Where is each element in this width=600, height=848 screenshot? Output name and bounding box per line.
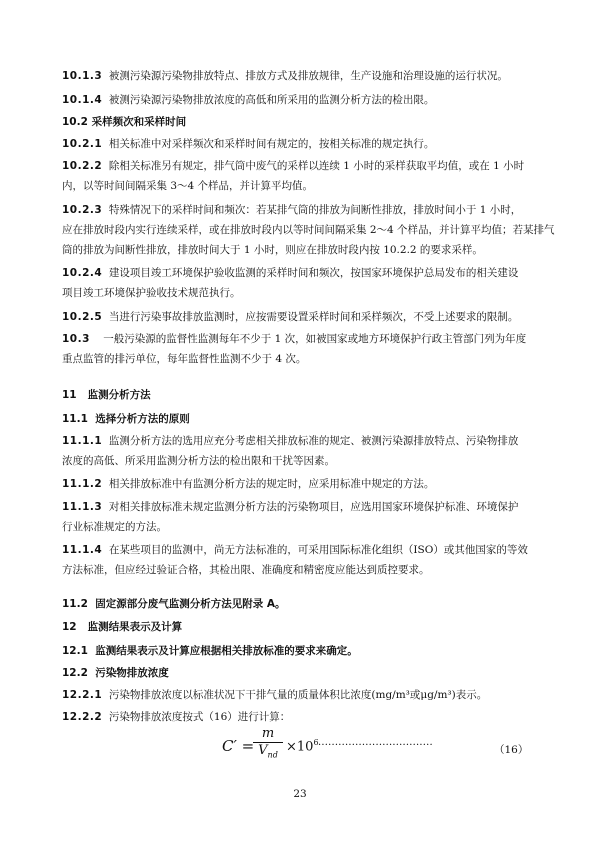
clause-number: 10.2.2 [62,160,103,172]
clause-text: 除相关标准另有规定，排气筒中废气的采样以连续 1 小时的采样获取平均值，或在 1 小时 [108,160,525,172]
paragraph-continuation [62,243,483,257]
paragraph-10-1-3 [62,69,508,83]
heading-12-2 [62,666,169,680]
clause-text: 方法标准，但应经过验证合格，其检出限、准确度和精密度应能达到质控要求。 [62,564,430,576]
denominator-subscript: nd [267,750,278,760]
paragraph-continuation [62,563,430,577]
multiplier-exponent: 6 [313,738,319,747]
clause-text: 污染物排放浓度按式（16）进行计算： [108,711,291,723]
clause-number: 10.1.4 [62,94,103,106]
section-heading-12 [62,620,182,634]
section-heading-11 [62,388,151,402]
paragraph-10-3 [62,332,526,346]
clause-number: 11.1.1 [62,435,103,447]
clause-number: 10.3 [62,333,90,345]
clause-text: 应在排放时段内实行连续采样，或在排放时段内以等时间间隔采集 2～4 个样品，并计算平均值；若某排气 [62,224,555,236]
section-title: 监测结果表示及计算 [87,621,183,633]
multiplier-base: ×10 [286,739,314,755]
clause-number: 12.2.1 [62,689,103,701]
formula-multiplier [286,738,319,754]
paragraph-continuation [62,286,241,300]
paragraph-continuation [62,352,306,366]
heading-11-2 [62,597,286,611]
clause-number: 11.1 [62,413,88,425]
formula-lhs: C′ = [222,737,255,755]
paragraph-continuation [62,520,167,534]
paragraph-continuation [62,179,313,193]
clause-text: 相关标准中对采样频次和采样时间有规定的，按相关标准的规定执行。 [108,138,435,150]
clause-text: 项目竣工环境保护验收技术规范执行。 [62,287,241,299]
heading-text: 固定源部分废气监测分析方法见附录 A。 [95,598,286,610]
clause-number: 11.1.4 [62,544,103,556]
clause-number: 10.2.1 [62,138,103,150]
clause-number: 10.2.5 [62,311,103,323]
clause-text: 筒的排放为间断性排放，排放时间大于 1 小时，则应在排放时段内按 10.2.2 的要求采样。 [62,244,483,256]
clause-number: 11.1.3 [62,501,103,513]
paragraph-11-1-3 [62,500,518,514]
paragraph-10-1-4 [62,93,434,107]
section-number: 12 [62,621,77,633]
clause-number: 12.2 [62,667,88,679]
formula-fraction [252,726,284,760]
heading-11-1 [62,412,190,426]
paragraph-12-2-1 [62,688,487,702]
clause-text: 重点监管的排污单位，每年监督性监测不少于 4 次。 [62,353,307,365]
paragraph-continuation [62,454,335,468]
paragraph-10-2-5 [62,310,518,324]
formula-denominator [252,743,284,760]
heading-12-1 [62,644,358,658]
heading-text: 选择分析方法的原则 [95,413,190,425]
paragraph-continuation [62,223,555,237]
heading-10-2 [62,115,186,129]
clause-text: 行业标准规定的方法。 [62,521,167,533]
clause-text: 当进行污染事故排放监测时，应按需要设置采样时间和采样频次，不受上述要求的限制。 [108,311,519,323]
section-number: 11 [62,389,77,401]
equation-number: （16） [494,744,529,756]
formula-16 [222,726,529,766]
clause-number: 12.1 [62,645,88,657]
clause-text: 浓度的高低、所采用监测分析方法的检出限和干扰等因素。 [62,455,335,467]
page-number: 23 [293,788,307,800]
clause-number: 12.2.2 [62,711,103,723]
clause-text: 一般污染源的监督性监测每年不少于 1 次，如被国家或地方环境保护行政主管部门列为年度 [103,333,527,345]
clause-number: 10.2 [62,116,88,128]
paragraph-10-2-2 [62,159,524,173]
heading-text: 采样频次和采样时间 [91,116,187,128]
clause-text: 被测污染源污染物排放浓度的高低和所采用的监测分析方法的检出限。 [108,94,435,106]
clause-text: 在某些项目的监测中，尚无方法标准的，可采用国际标准化组织（ISO）或其他国家的等效 [108,544,528,556]
clause-text: 被测污染源污染物排放特点、排放方式及排放规律，生产设施和治理设施的运行状况。 [108,70,508,82]
section-title: 监测分析方法 [87,389,151,401]
clause-text: 监测分析方法的选用应充分考虑相关排放标准的规定、被测污染源排放特点、污染物排放 [108,435,519,447]
heading-text: 污染物排放浓度 [95,667,169,679]
clause-number: 10.2.3 [62,204,103,216]
paragraph-11-1-2 [62,477,434,491]
paragraph-10-2-3 [62,203,521,217]
paragraph-10-2-4 [62,266,518,280]
paragraph-11-1-1 [62,434,518,448]
clause-number: 11.2 [62,598,88,610]
clause-text: 对相关排放标准未规定监测分析方法的污染物项目，应选用国家环境保护标准、环境保护 [108,501,519,513]
paragraph-12-2-2 [62,710,290,724]
clause-number: 10.1.3 [62,70,103,82]
heading-text: 监测结果表示及计算应根据相关排放标准的要求来确定。 [95,645,358,657]
denominator-symbol: V [258,743,268,758]
clause-text: 建设项目竣工环境保护验收监测的采样时间和频次，按国家环境保护总局发布的相关建设 [108,267,519,279]
formula-numerator: m [261,726,275,741]
clause-text: 相关排放标准中有监测分析方法的规定时，应采用标准中规定的方法。 [108,478,435,490]
clause-number: 10.2.4 [62,267,103,279]
paragraph-11-1-4 [62,543,528,557]
clause-number: 11.1.2 [62,478,103,490]
clause-text: 污染物排放浓度以标准状况下干排气量的质量体积比浓度(mg/m³或μg/m³)表示。 [108,689,488,701]
paragraph-10-2-1 [62,137,434,151]
clause-text: 特殊情况下的采样时间和频次：若某排气筒的排放为间断性排放，排放时间小于 1 小时， [108,204,522,216]
leader-dots: ·································· [318,740,433,751]
clause-text: 内，以等时间间隔采集 3～4 个样品，并计算平均值。 [62,180,314,192]
